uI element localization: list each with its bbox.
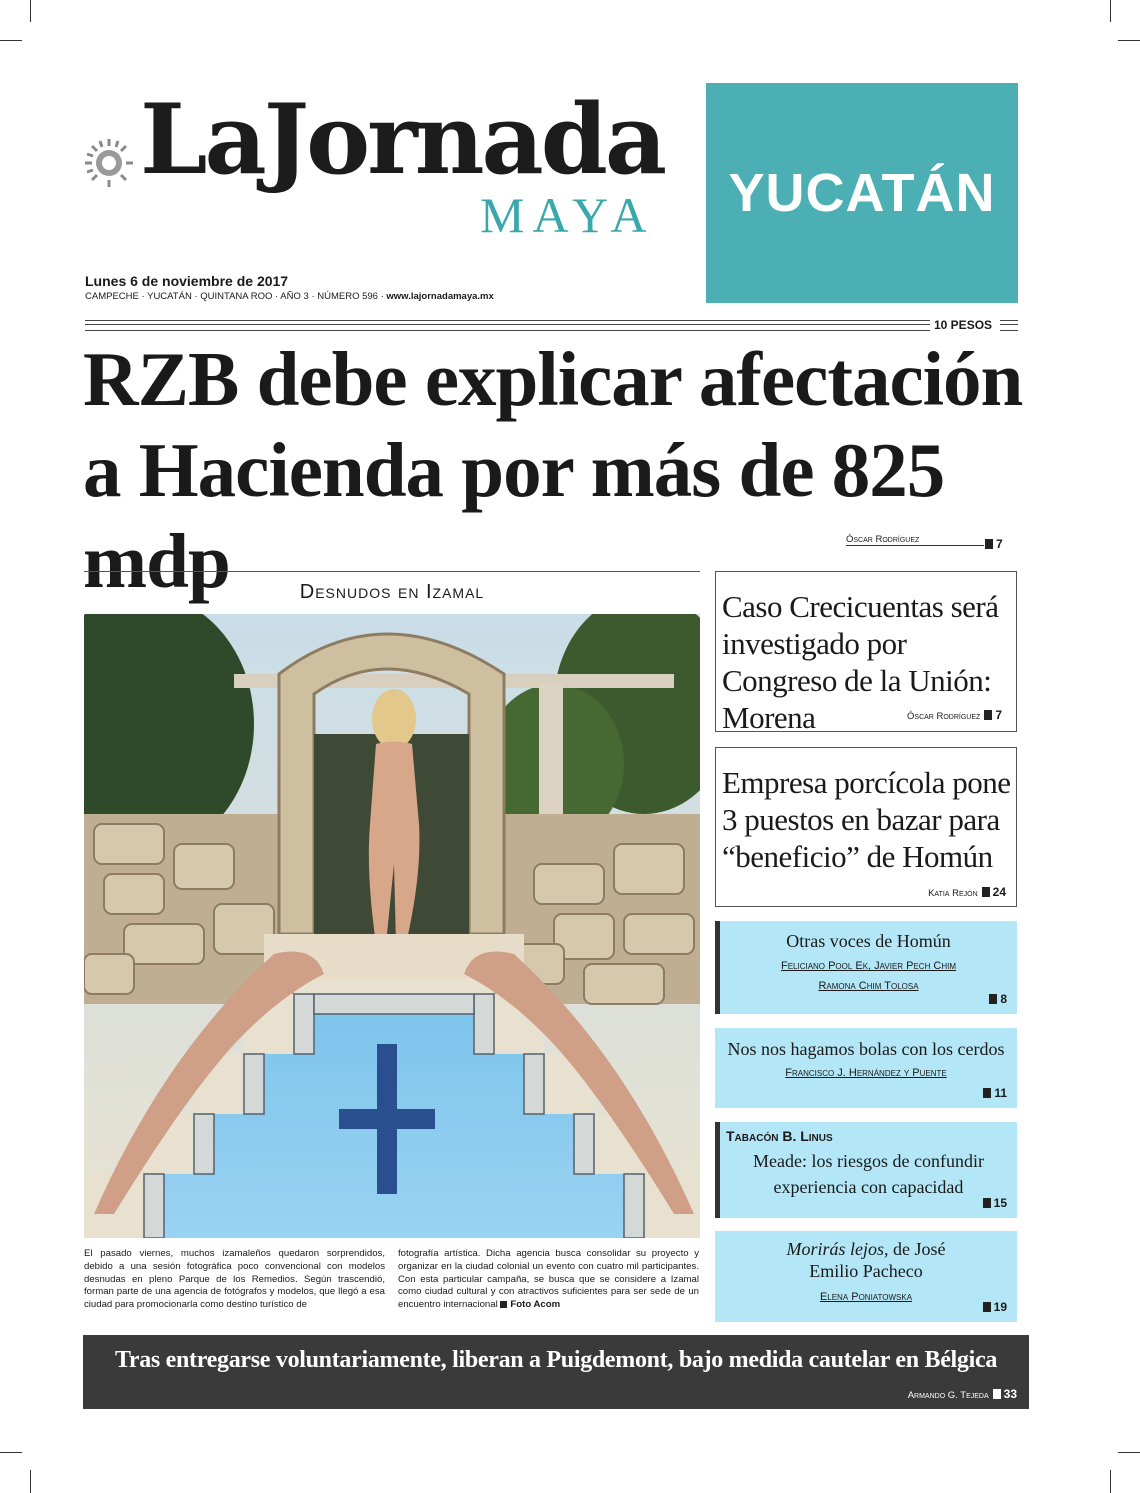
photo-caption-right-text: fotografía artística. Dicha agencia busca consolidar su proyecto y organizar en la ciudad colonial un evento con cuatro mil participantes. Con esta particular campaña, se busca que se considere a Izamal como ciudad cultural y con atractivos suficientes para ser sede de un encuentro internacional <box>398 1248 699 1311</box>
opinion-box-1[interactable] <box>715 921 1017 1014</box>
side-story-2-page: 24 <box>992 885 1006 899</box>
side-story-1[interactable] <box>715 571 1017 735</box>
opinion-4-title-italic: Morirás lejos, <box>786 1239 889 1259</box>
opinion-4-title <box>715 1238 1017 1282</box>
page-marker-icon <box>982 887 990 897</box>
page-marker-icon <box>983 1302 991 1312</box>
opinion-4-title-rest: de José Emilio Pacheco <box>809 1239 946 1281</box>
opinion-1-author-1[interactable]: Feliciano Pool Ek, Javier Pech Chim <box>780 960 957 972</box>
opinion-4-page: 19 <box>993 1300 1007 1314</box>
page-marker-icon <box>989 994 997 1004</box>
side-story-2-credit <box>928 883 1006 901</box>
price-label: 10 PESOS <box>934 318 993 332</box>
issue-date: Lunes 6 de noviembre de 2017 <box>85 273 289 289</box>
opinion-3-page-ref <box>983 1194 1007 1212</box>
opinion-1-page: 8 <box>1000 992 1007 1006</box>
bottom-page: 33 <box>1003 1387 1017 1401</box>
page-marker-icon <box>984 710 992 720</box>
page-marker-icon <box>993 1389 1001 1399</box>
page-marker-icon <box>985 539 993 549</box>
photo-title: Desnudos en Izamal <box>84 571 700 604</box>
photo-credit: Foto Acom <box>510 1299 561 1311</box>
opinion-1-author-2[interactable]: Ramona Chim Tolosa <box>818 980 919 992</box>
opinion-box-3[interactable] <box>715 1122 1017 1218</box>
side-story-2-text: Empresa porcícola pone 3 puestos en bazar para “beneficio” de Homún <box>722 765 1011 874</box>
photo-caption-left: El pasado viernes, muchos izamaleños quedaron sorprendidos, debido a una sesión fotográfica poco convencional con modelos desnudas en pleno Parque de los Remedios. Según trascendió, forman parte de una agencia de fotógrafos y modelos, que llegó a esa ciudad para promocionarla como destino turístico de <box>84 1248 385 1311</box>
masthead-rule-right <box>1000 320 1018 331</box>
issue-subline <box>85 291 494 302</box>
photo-illustration <box>84 614 700 1238</box>
opinion-2-page: 11 <box>994 1086 1007 1100</box>
side-story-1-text: Caso Crecicuentas será investigado por Congreso de la Unión: Morena <box>722 589 999 735</box>
photo-caption-right <box>398 1248 699 1312</box>
website-link[interactable]: www.lajornadamaya.mx <box>386 291 494 302</box>
side-story-2-author: Katia Rejón <box>928 888 978 899</box>
side-story-1-page: 7 <box>995 708 1002 722</box>
opinion-box-2[interactable] <box>715 1028 1017 1108</box>
bottom-credit <box>908 1385 1017 1403</box>
lead-page: 7 <box>996 537 1003 551</box>
masthead-logo: LaJornada <box>140 83 665 196</box>
edition-label: YUCATÁN <box>728 163 996 223</box>
lead-author: Óscar Rodríguez <box>846 534 984 546</box>
side-story-2[interactable] <box>715 747 1017 907</box>
opinion-4-page-ref <box>983 1298 1007 1316</box>
opinion-2-title: Nos nos hagamos bolas con los cerdos <box>727 1039 1005 1059</box>
opinion-3-page: 15 <box>993 1196 1007 1210</box>
sun-logo-icon <box>82 136 136 190</box>
page-marker-icon <box>983 1088 991 1098</box>
side-story-1-author: Óscar Rodríguez <box>907 711 981 722</box>
opinion-box-4[interactable] <box>715 1231 1017 1322</box>
bottom-author: Armando G. Tejeda <box>907 1390 989 1401</box>
caption-marker-icon <box>500 1301 507 1308</box>
masthead-rule <box>85 320 930 331</box>
bottom-headline: Tras entregarse voluntariamente, liberan a Puigdemont, bajo medida cautelar en Bélgica <box>114 1347 998 1373</box>
feature-photo[interactable] <box>84 614 700 1238</box>
opinion-3-column: Tabacón B. Linus <box>726 1128 833 1144</box>
opinion-1-title: Otras voces de Homún <box>786 931 951 951</box>
lead-page-ref <box>985 535 1003 553</box>
side-story-1-credit <box>907 706 1002 724</box>
opinion-3-title: Meade: los riesgos de confundir experiencia con capacidad <box>753 1151 984 1197</box>
masthead-logo-maya: MAYA <box>480 187 655 243</box>
bottom-story[interactable] <box>83 1335 1029 1409</box>
opinion-2-page-ref <box>983 1084 1007 1102</box>
issue-info: CAMPECHE · YUCATÁN · QUINTANA ROO · AÑO 3 · NÚMERO 596 · <box>85 291 387 302</box>
page-marker-icon <box>983 1198 991 1208</box>
opinion-4-author[interactable]: Elena Poniatowska <box>819 1291 913 1303</box>
opinion-1-page-ref <box>989 990 1007 1008</box>
lead-headline[interactable]: RZB debe explicar afectación a Hacienda por más de 825 mdp <box>83 336 1023 604</box>
opinion-2-author[interactable]: Francisco J. Hernández y Puente <box>785 1067 947 1079</box>
edition-badge <box>706 83 1018 303</box>
